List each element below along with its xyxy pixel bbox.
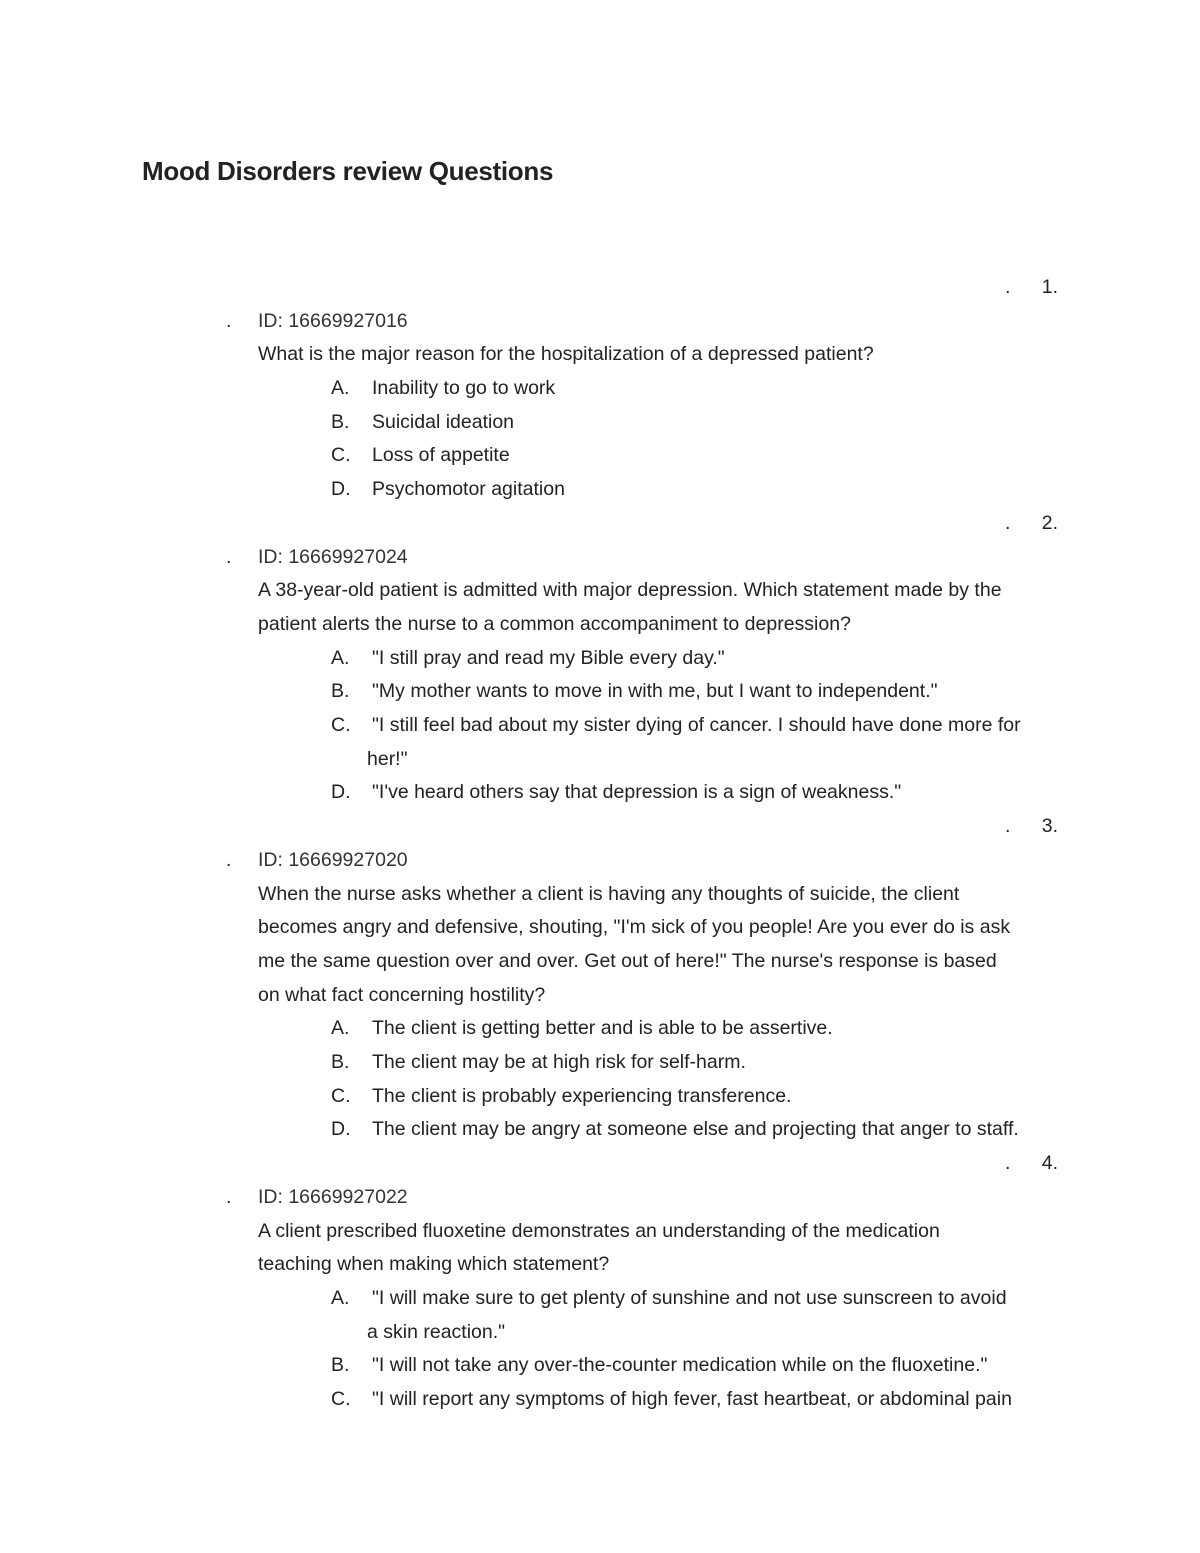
option-text-line: The client is probably experiencing transference. [372,1084,792,1107]
question-number: 1. [1041,276,1058,298]
question-number: 4. [1041,1152,1058,1175]
option-text-line: Inability to go to work [372,377,556,400]
list-marker: . [226,1185,232,1208]
question-stem-line: What is the major reason for the hospitalization of a depressed patient? [258,343,874,366]
list-marker: . [1005,815,1011,838]
option-text [0,642,1062,676]
answer-option [0,709,1200,776]
option-text [0,1383,1062,1417]
question-item [0,810,1200,1147]
list-marker: . [1005,276,1011,298]
option-letter: C. [331,444,351,467]
answer-option [0,1383,1200,1417]
option-text-line: a skin reaction." [367,1320,506,1343]
answer-option [0,372,1200,406]
option-text [0,1046,1062,1080]
option-letter: C. [331,714,351,737]
question-number-row [0,1147,1200,1181]
list-marker: . [226,545,232,568]
option-text [0,675,1062,709]
option-text-line: Loss of appetite [372,444,510,467]
option-letter: A. [331,1017,350,1040]
option-letter: A. [331,646,350,669]
option-text-line: "I will report any symptoms of high fever, fast heartbeat, or abdominal pain [372,1388,1012,1411]
question-stem [0,878,1058,1013]
question-stem-line: When the nurse asks whether a client is having any thoughts of suicide, the client [258,882,960,905]
answer-options [0,1282,1200,1417]
question-item [0,271,1200,507]
option-text-line: Suicidal ideation [372,410,515,433]
option-text [0,1080,1062,1114]
option-text [0,372,1062,406]
option-text-line: Psychomotor agitation [372,478,565,501]
answer-option [0,1080,1200,1114]
question-number-row [0,507,1200,541]
answer-option [0,1349,1200,1383]
option-text-line: "I've heard others say that depression is a sign of weakness." [372,781,902,804]
option-letter: A. [331,1286,350,1309]
question-stem-line: A client prescribed fluoxetine demonstrates an understanding of the medication [258,1219,940,1242]
option-text [0,709,1062,776]
option-letter: B. [331,680,350,703]
question-id-row [0,305,1200,339]
question-stem [0,338,1058,372]
list-marker: . [1005,511,1011,534]
option-text-line: The client is getting better and is able to be assertive. [372,1017,833,1040]
answer-option [0,1046,1200,1080]
question-stem-line: A 38-year-old patient is admitted with major depression. Which statement made by the [258,579,1002,602]
answer-option [0,439,1200,473]
question-id: ID: 16669927022 [258,1185,408,1208]
option-text [0,406,1062,440]
option-text-line: The client may be at high risk for self-harm. [372,1051,746,1074]
option-letter: D. [331,781,351,804]
option-letter: C. [331,1388,351,1411]
question-number-row [0,271,1200,305]
option-text [0,1349,1062,1383]
option-text-line: her!" [367,747,408,770]
answer-option [0,1113,1200,1147]
answer-option [0,1012,1200,1046]
question-stem [0,1215,1058,1282]
option-text-line: "I still feel bad about my sister dying of cancer. I should have done more for [372,714,1021,737]
question-stem-line: on what fact concerning hostility? [258,983,546,1006]
answer-option [0,406,1200,440]
list-marker: . [226,309,232,332]
option-text [0,1113,1062,1147]
option-letter: B. [331,1051,350,1074]
question-stem-line: teaching when making which statement? [258,1253,610,1276]
question-number: 2. [1041,511,1058,534]
option-text-line: The client may be angry at someone else and projecting that anger to staff. [372,1118,1019,1141]
question-id-row [0,541,1200,575]
question-id-row [0,844,1200,878]
option-text [0,776,1062,810]
option-text-line: "My mother wants to move in with me, but I want to independent." [372,680,938,703]
question-list [0,271,1200,1417]
option-text [0,1282,1062,1349]
option-letter: C. [331,1084,351,1107]
page-title: Mood Disorders review Questions [142,156,554,186]
question-item [0,1147,1200,1417]
option-text [0,439,1062,473]
option-letter: B. [331,1354,350,1377]
question-stem-line: becomes angry and defensive, shouting, "I'm sick of you people! Are you ever do is ask [258,916,1011,939]
answer-options [0,1012,1200,1147]
option-text [0,473,1062,507]
answer-option [0,473,1200,507]
question-stem [0,574,1058,641]
question-stem-line: patient alerts the nurse to a common accompaniment to depression? [258,612,851,635]
question-stem-line: me the same question over and over. Get out of here!" The nurse's response is based [258,949,997,972]
option-letter: D. [331,478,351,501]
answer-option [0,776,1200,810]
question-item [0,507,1200,810]
list-marker: . [1005,1152,1011,1175]
question-id: ID: 16669927024 [258,545,408,568]
answer-option [0,1282,1200,1349]
question-id-row [0,1181,1200,1215]
answer-options [0,642,1200,811]
option-letter: B. [331,410,350,433]
question-number-row [0,810,1200,844]
question-id: ID: 16669927016 [258,309,408,332]
option-text-line: "I still pray and read my Bible every day." [372,646,725,669]
option-text-line: "I will not take any over-the-counter medication while on the fluoxetine." [372,1354,988,1377]
question-number: 3. [1041,815,1058,838]
answer-options [0,372,1200,507]
option-letter: A. [331,377,350,400]
question-id: ID: 16669927020 [258,848,408,871]
option-letter: D. [331,1118,351,1141]
option-text-line: "I will make sure to get plenty of sunshine and not use sunscreen to avoid [372,1286,1007,1309]
option-text [0,1012,1062,1046]
answer-option [0,675,1200,709]
answer-option [0,642,1200,676]
list-marker: . [226,848,232,871]
